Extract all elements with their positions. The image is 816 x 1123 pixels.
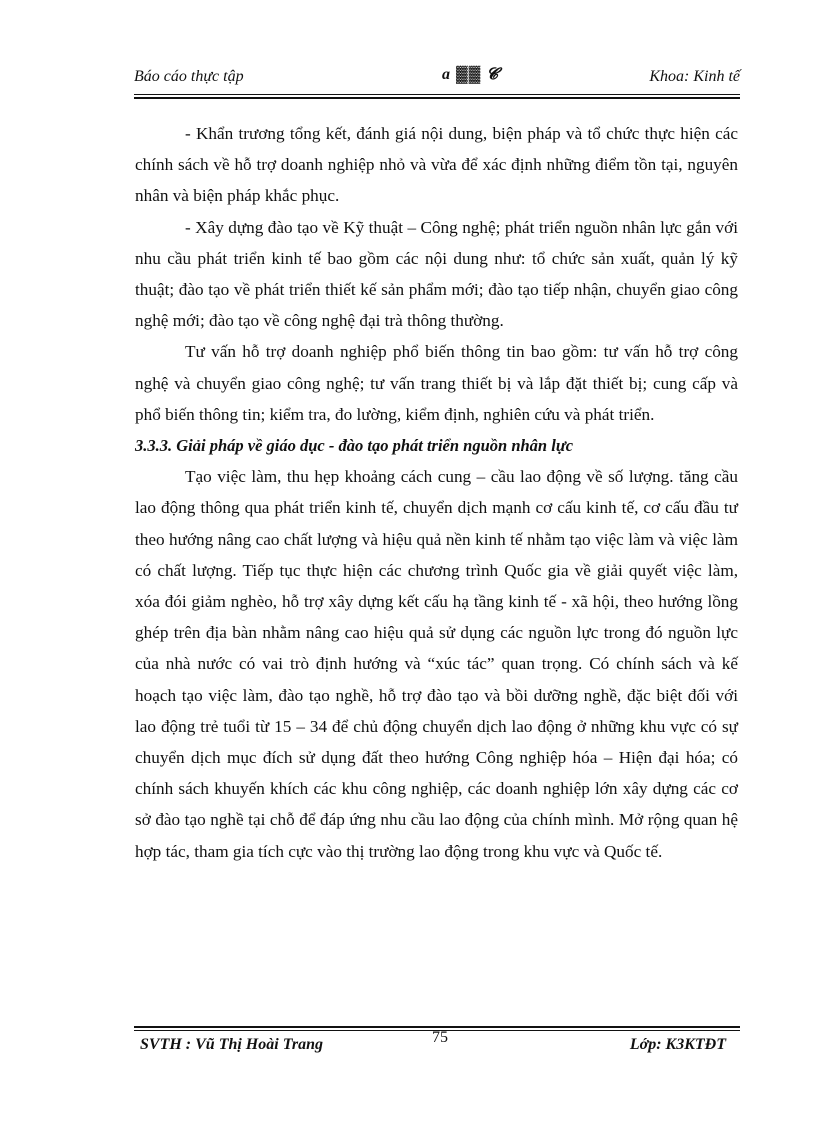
header-decorative-logo: a ▓▓ 𝓒 (442, 66, 499, 83)
footer-student-name: SVTH : Vũ Thị Hoài Trang (140, 1036, 323, 1053)
header-rule-top (134, 94, 740, 95)
paragraph-2: - Xây dựng đào tạo về Kỹ thuật – Công nghệ; phát triển nguồn nhân lực gắn với nhu cầu phát triển kinh tế bao gồm các nội dung như: tổ chức sản xuất, quản lý kỹ thuật; đào tạo về phát triển thiết kế sản phẩm mới; đào tạo tiếp nhận, chuyển giao công nghệ mới; đào tạo về công nghệ đại trà thông thường. (135, 217, 738, 331)
document-body (135, 118, 738, 867)
paragraph-3: Tư vấn hỗ trợ doanh nghiệp phổ biến thông tin bao gồm: tư vấn hỗ trợ công nghệ và chuyển giao công nghệ; tư vấn trang thiết bị và lắp đặt thiết bị; cung cấp và phổ biến thông tin; kiểm tra, đo lường, kiểm định, nghiên cứu và phát triển. (135, 342, 738, 424)
paragraph-4: Tạo việc làm, thu hẹp khoảng cách cung – cầu lao động về số lượng. tăng cầu lao động thông qua phát triển kinh tế, chuyển dịch mạnh cơ cấu kinh tế, cơ cấu đầu tư theo hướng nâng cao chất lượng và hiệu quả nền kinh tế nhằm tạo việc làm và việc làm có chất lượng. Tiếp tục thực hiện các chương trình Quốc gia về giải quyết việc làm, xóa đói giảm nghèo, hỗ trợ xây dựng kết cấu hạ tầng kinh tế - xã hội, theo hướng lồng ghép trên địa bàn nhằm nâng cao hiệu quả sử dụng các nguồn lực trong đó nguồn lực của nhà nước có vai trò định hướng và “xúc tác” quan trọng. Có chính sách và kế hoạch tạo việc làm, đào tạo nghề, hỗ trợ đào tạo và bồi dưỡng nghề, đặc biệt đối với lao động trẻ tuổi từ 15 – 34 để chủ động chuyển dịch lao động ở những khu vực có sự chuyển dịch mục đích sử dụng đất theo hướng Công nghiệp hóa – Hiện đại hóa; có chính sách khuyến khích các khu công nghiệp, các doanh nghiệp lớn xây dựng các cơ sở đào tạo nghề tại chỗ để đáp ứng nhu cầu lao động của chính mình. Mở rộng quan hệ hợp tác, tham gia tích cực vào thị trường lao động trong khu vực và Quốc tế. (135, 467, 738, 861)
page-footer (134, 1028, 740, 1068)
footer-class: Lớp: K3KTĐT (629, 1036, 726, 1053)
paragraph-1: - Khẩn trương tổng kết, đánh giá nội dung, biện pháp và tổ chức thực hiện các chính sách về hỗ trợ doanh nghiệp nhỏ và vừa để xác định những điểm tồn tại, nguyên nhân và biện pháp khắc phục. (135, 124, 738, 206)
section-heading: 3.3.3. Giải pháp về giáo dục - đào tạo phát triển nguồn nhân lực (135, 436, 574, 456)
header-faculty: Khoa: Kinh tế (649, 68, 740, 85)
header-rule-bottom (134, 97, 740, 99)
header-report-title: Báo cáo thực tập (134, 68, 244, 85)
page-header (134, 64, 740, 94)
page-number: 75 (432, 1029, 448, 1046)
